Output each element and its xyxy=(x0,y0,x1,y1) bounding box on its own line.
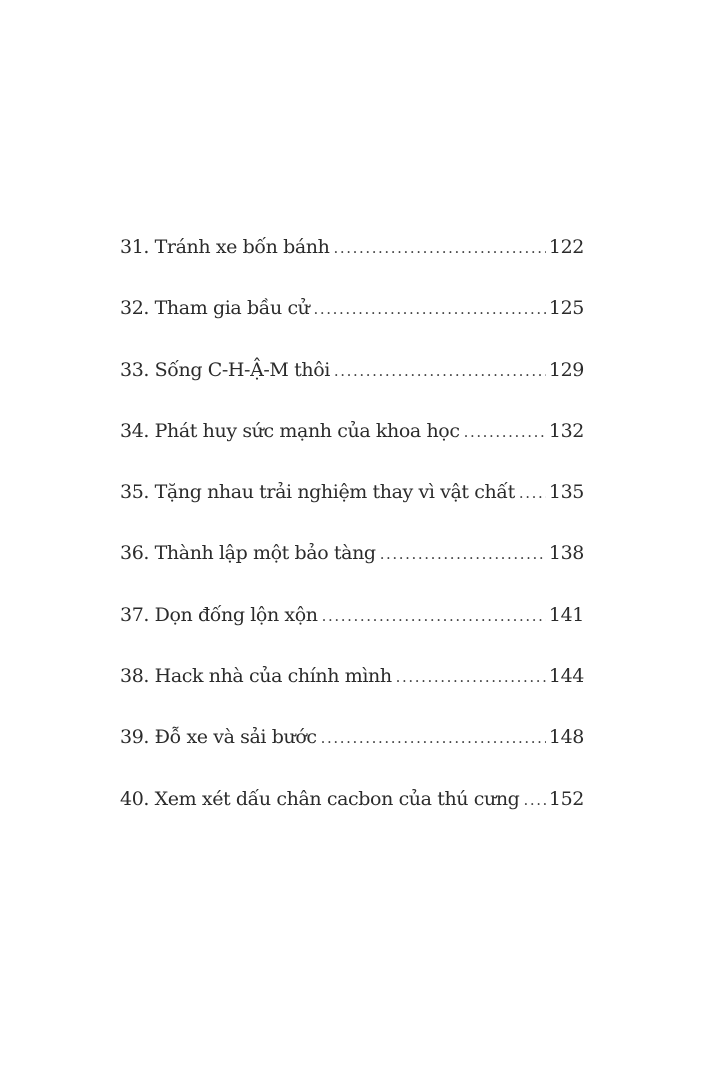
toc-entry-title: 36. Thành lập một bảo tàng xyxy=(120,542,376,565)
dot-leader xyxy=(321,729,546,747)
toc-entry-title: 39. Đỗ xe và sải bước xyxy=(120,726,317,749)
toc-entry[interactable] xyxy=(120,726,584,787)
dot-leader xyxy=(322,607,546,625)
toc-entry-page-number: 152 xyxy=(548,787,584,810)
dot-leader xyxy=(334,362,546,380)
toc-entry-page-number: 141 xyxy=(548,603,584,626)
toc-entry[interactable] xyxy=(120,236,584,297)
toc-entry-title: 32. Tham gia bầu cử xyxy=(120,297,310,320)
dot-leader xyxy=(523,791,545,809)
toc-entry[interactable] xyxy=(120,788,584,849)
toc-entry-page-number: 148 xyxy=(548,726,584,749)
dot-leader xyxy=(314,300,546,318)
dot-leader xyxy=(380,545,546,563)
dot-leader xyxy=(519,484,546,502)
toc-entry-title: 31. Tránh xe bốn bánh xyxy=(120,236,330,258)
toc-entry[interactable] xyxy=(120,297,584,358)
dot-leader xyxy=(396,668,546,686)
toc-entry-title: 37. Dọn đống lộn xộn xyxy=(120,603,318,626)
toc-entry-page-number: 125 xyxy=(548,297,584,320)
toc-entry-page-number: 135 xyxy=(548,481,584,504)
toc-entry-page-number: 132 xyxy=(548,419,584,442)
toc-entry[interactable] xyxy=(120,359,584,420)
table-of-contents xyxy=(120,236,584,849)
toc-entry-page-number: 122 xyxy=(548,236,584,258)
toc-entry-page-number: 138 xyxy=(548,542,584,565)
toc-entry-page-number: 144 xyxy=(548,665,584,688)
dot-leader xyxy=(464,423,546,441)
toc-entry-title: 38. Hack nhà của chính mình xyxy=(120,665,392,688)
dot-leader xyxy=(333,239,545,257)
toc-entry[interactable] xyxy=(120,542,584,603)
toc-entry[interactable] xyxy=(120,665,584,726)
toc-entry[interactable] xyxy=(120,420,584,481)
toc-entry[interactable] xyxy=(120,481,584,542)
toc-entry-title: 33. Sống C-H-Ậ-M thôi xyxy=(120,358,330,381)
toc-entry-title: 34. Phát huy sức mạnh của khoa học xyxy=(120,419,460,442)
toc-entry-page-number: 129 xyxy=(548,358,584,381)
toc-entry-title: 35. Tặng nhau trải nghiệm thay vì vật chất xyxy=(120,481,515,504)
toc-entry-title: 40. Xem xét dấu chân cacbon của thú cưng xyxy=(120,787,520,810)
toc-entry[interactable] xyxy=(120,604,584,665)
